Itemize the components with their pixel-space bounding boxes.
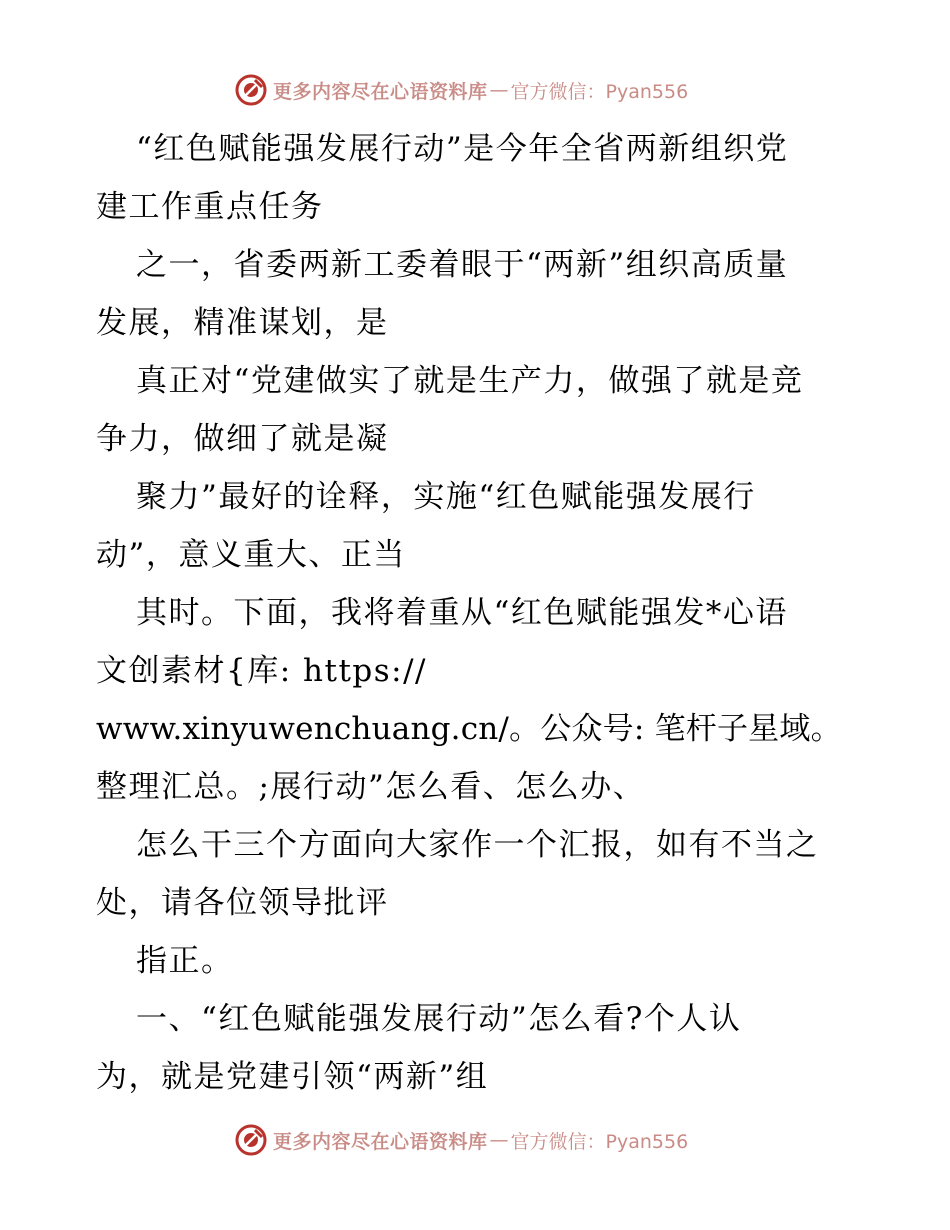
watermark-wechat-text: 官方微信：Pyan556 [510, 80, 689, 103]
header-watermark [235, 72, 688, 108]
watermark-brand-text: 更多内容尽在心语资料库 [273, 80, 488, 103]
watermark-separator: — [489, 1129, 509, 1151]
text-line: 整理汇总。;展行动”怎么看、怎么办、 [96, 769, 646, 805]
text-line: 一、“红色赋能强发展行动”怎么看?个人认 [136, 1001, 742, 1037]
footer-watermark [235, 1122, 688, 1158]
watermark-wechat-text: 官方微信：Pyan556 [510, 1130, 689, 1153]
text-line: 文创素材{库: https:// [96, 653, 427, 689]
text-line: “红色赋能强发展行动”是今年全省两新组织党 [136, 131, 789, 167]
text-line: 怎么干三个方面向大家作一个汇报，如有不当之 [136, 827, 819, 863]
text-line: 建工作重点任务 [96, 189, 324, 225]
text-line: 之一，省委两新工委着眼于“两新”组织高质量 [136, 247, 789, 283]
text-line: 处，请各位领导批评 [96, 885, 389, 921]
text-line: 聚力”最好的诠释，实施“红色赋能强发展行 [136, 479, 756, 515]
text-line: 动”，意义重大、正当 [96, 537, 406, 573]
text-line: www.xinyuwenchuang.cn/。公众号: 笔杆子星域。 [96, 711, 842, 747]
watermark-separator: — [489, 79, 509, 101]
brand-logo-icon [235, 74, 267, 106]
text-line: 争力，做细了就是凝 [96, 421, 389, 457]
text-line: 为，就是党建引领“两新”组 [96, 1059, 489, 1095]
text-line: 指正。 [136, 943, 234, 979]
text-line: 其时。下面，我将着重从“红色赋能强发*心语 [136, 595, 788, 631]
brand-logo-icon [235, 1124, 267, 1156]
document-body [96, 120, 856, 1106]
text-line: 发展，精准谋划，是 [96, 305, 389, 341]
text-line: 真正对“党建做实了就是生产力，做强了就是竞 [136, 363, 804, 399]
watermark-brand-text: 更多内容尽在心语资料库 [273, 1130, 488, 1153]
